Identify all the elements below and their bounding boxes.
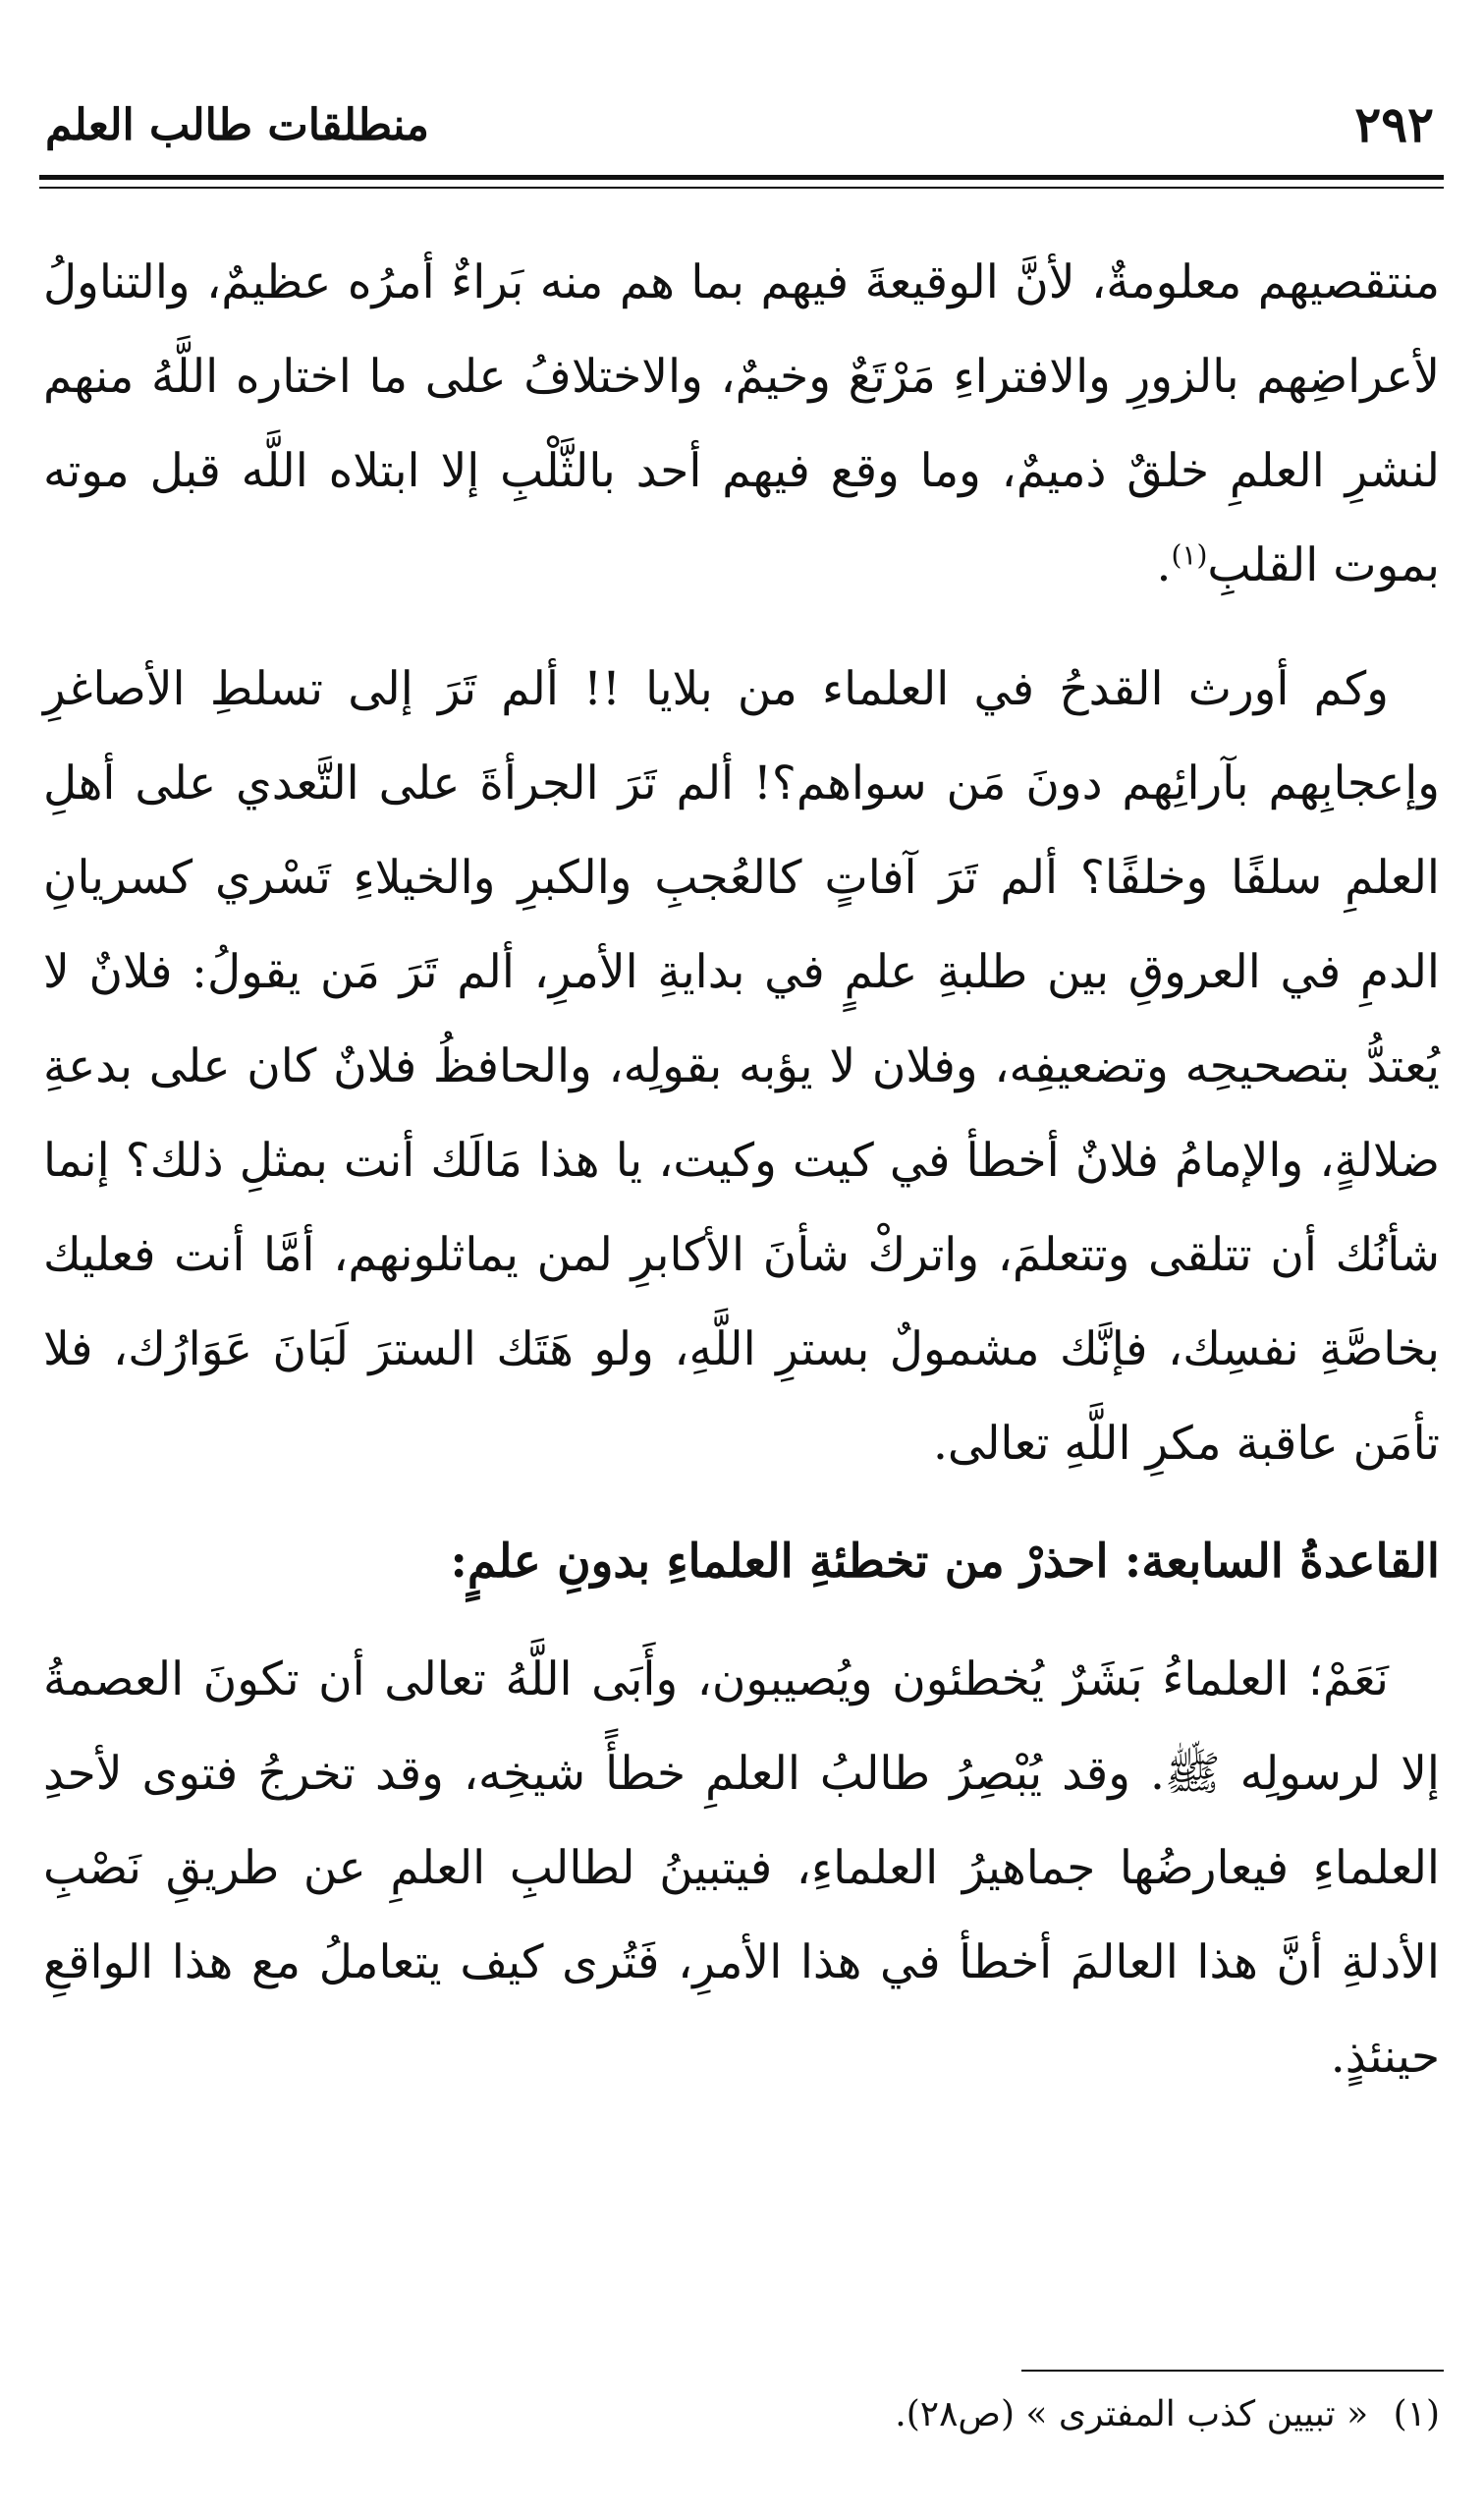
paragraph-1-text: منتقصيهم معلومةٌ، لأنَّ الوقيعةَ فيهم بما هم منه بَراءٌ أمرُه عظيمٌ، والتناولُ لأعراضِهم بالزورِ والافتراءِ مَرْتَعٌ وخيمٌ، والاختلافُ على ما اختاره اللَّهُ منهم لنشرِ العلمِ خلقٌ ذميمٌ، وما وقع فيهم أحد بالثَّلْبِ إلا ابتلاه اللَّه قبل موته بموت القلبِ [43, 255, 1440, 592]
book-page [39, 0, 1444, 2516]
header-rule-thin [39, 187, 1444, 189]
page-body [39, 236, 1444, 2104]
header-rule-thick [39, 175, 1444, 180]
footnote-reference: (١) [1171, 538, 1208, 572]
running-title: منطلقات طالب العلم [45, 100, 429, 150]
page-number: ٢٩٢ [1354, 95, 1434, 153]
page-header [39, 90, 1444, 159]
paragraph-1-end: . [1156, 538, 1172, 592]
footnote [39, 2387, 1444, 2442]
footnote-separator [1021, 2370, 1444, 2372]
paragraph-3: نَعَمْ؛ العلماءُ بَشَرٌ يُخطئون ويُصيبون، وأَبَى اللَّهُ تعالى أن تكونَ العصمةُ إلا لرسولِه ﷺ. وقد يُبْصِرُ طالبُ العلمِ خطأً شيخِه، وقد تخرجُ فتوى لأحدِ العلماءِ فيعارضُها جماهيرُ العلماءِ، فيتبينُ لطالبِ العلمِ عن طريقِ نَصْبِ الأدلةِ أنَّ هذا العالمَ أخطأ في هذا الأمرِ، فَتُرى كيف يتعاملُ مع هذا الواقعِ حينئذٍ. [43, 1652, 1440, 2084]
paragraph-2: وكم أورث القدحُ في العلماء من بلايا !! ألم تَرَ إلى تسلطِ الأصاغرِ وإعجابِهم بآرائِهم دونَ مَن سواهم؟! ألم تَرَ الجرأةَ على التَّعدي على أهلِ العلمِ سلفًا وخلفًا؟ ألم تَرَ آفاتٍ كالعُجبِ والكبرِ والخيلاءِ تَسْري كسريانِ الدمِ في العروقِ بين طلبةِ علمٍ في بدايةِ الأمرِ، ألم تَرَ مَن يقولُ: فلانٌ لا يُعتدُّ بتصحيحِه وتضعيفِه، وفلان لا يؤبه بقولِه، والحافظُ فلانٌ كان على بدعةِ ضلالةٍ، والإمامُ فلانٌ أخطأ في كيت وكيت، يا هذا مَالَك أنت بمثلِ ذلك؟ إنما شأنُك أن تتلقى وتتعلمَ، واتركْ شأنَ الأكابرِ لمن يماثلونهم، أمَّا أنت فعليك بخاصَّةِ نفسِك، فإنَّك مشمولٌ بسترِ اللَّهِ، ولو هَتَك السترَ لَبَانَ عَوَارُك، فلا تأمَن عاقبة مكرِ اللَّهِ تعالى. [43, 662, 1440, 1471]
section-heading: القاعدةُ السابعة: احذرْ من تخطئةِ العلماءِ بدونِ علمٍ: [450, 1535, 1440, 1589]
footnote-number: (١) [1393, 2394, 1440, 2434]
paragraph-1 [39, 236, 1444, 613]
footnote-text: « تبيين كذب المفترى » (ص٢٨). [895, 2394, 1369, 2434]
